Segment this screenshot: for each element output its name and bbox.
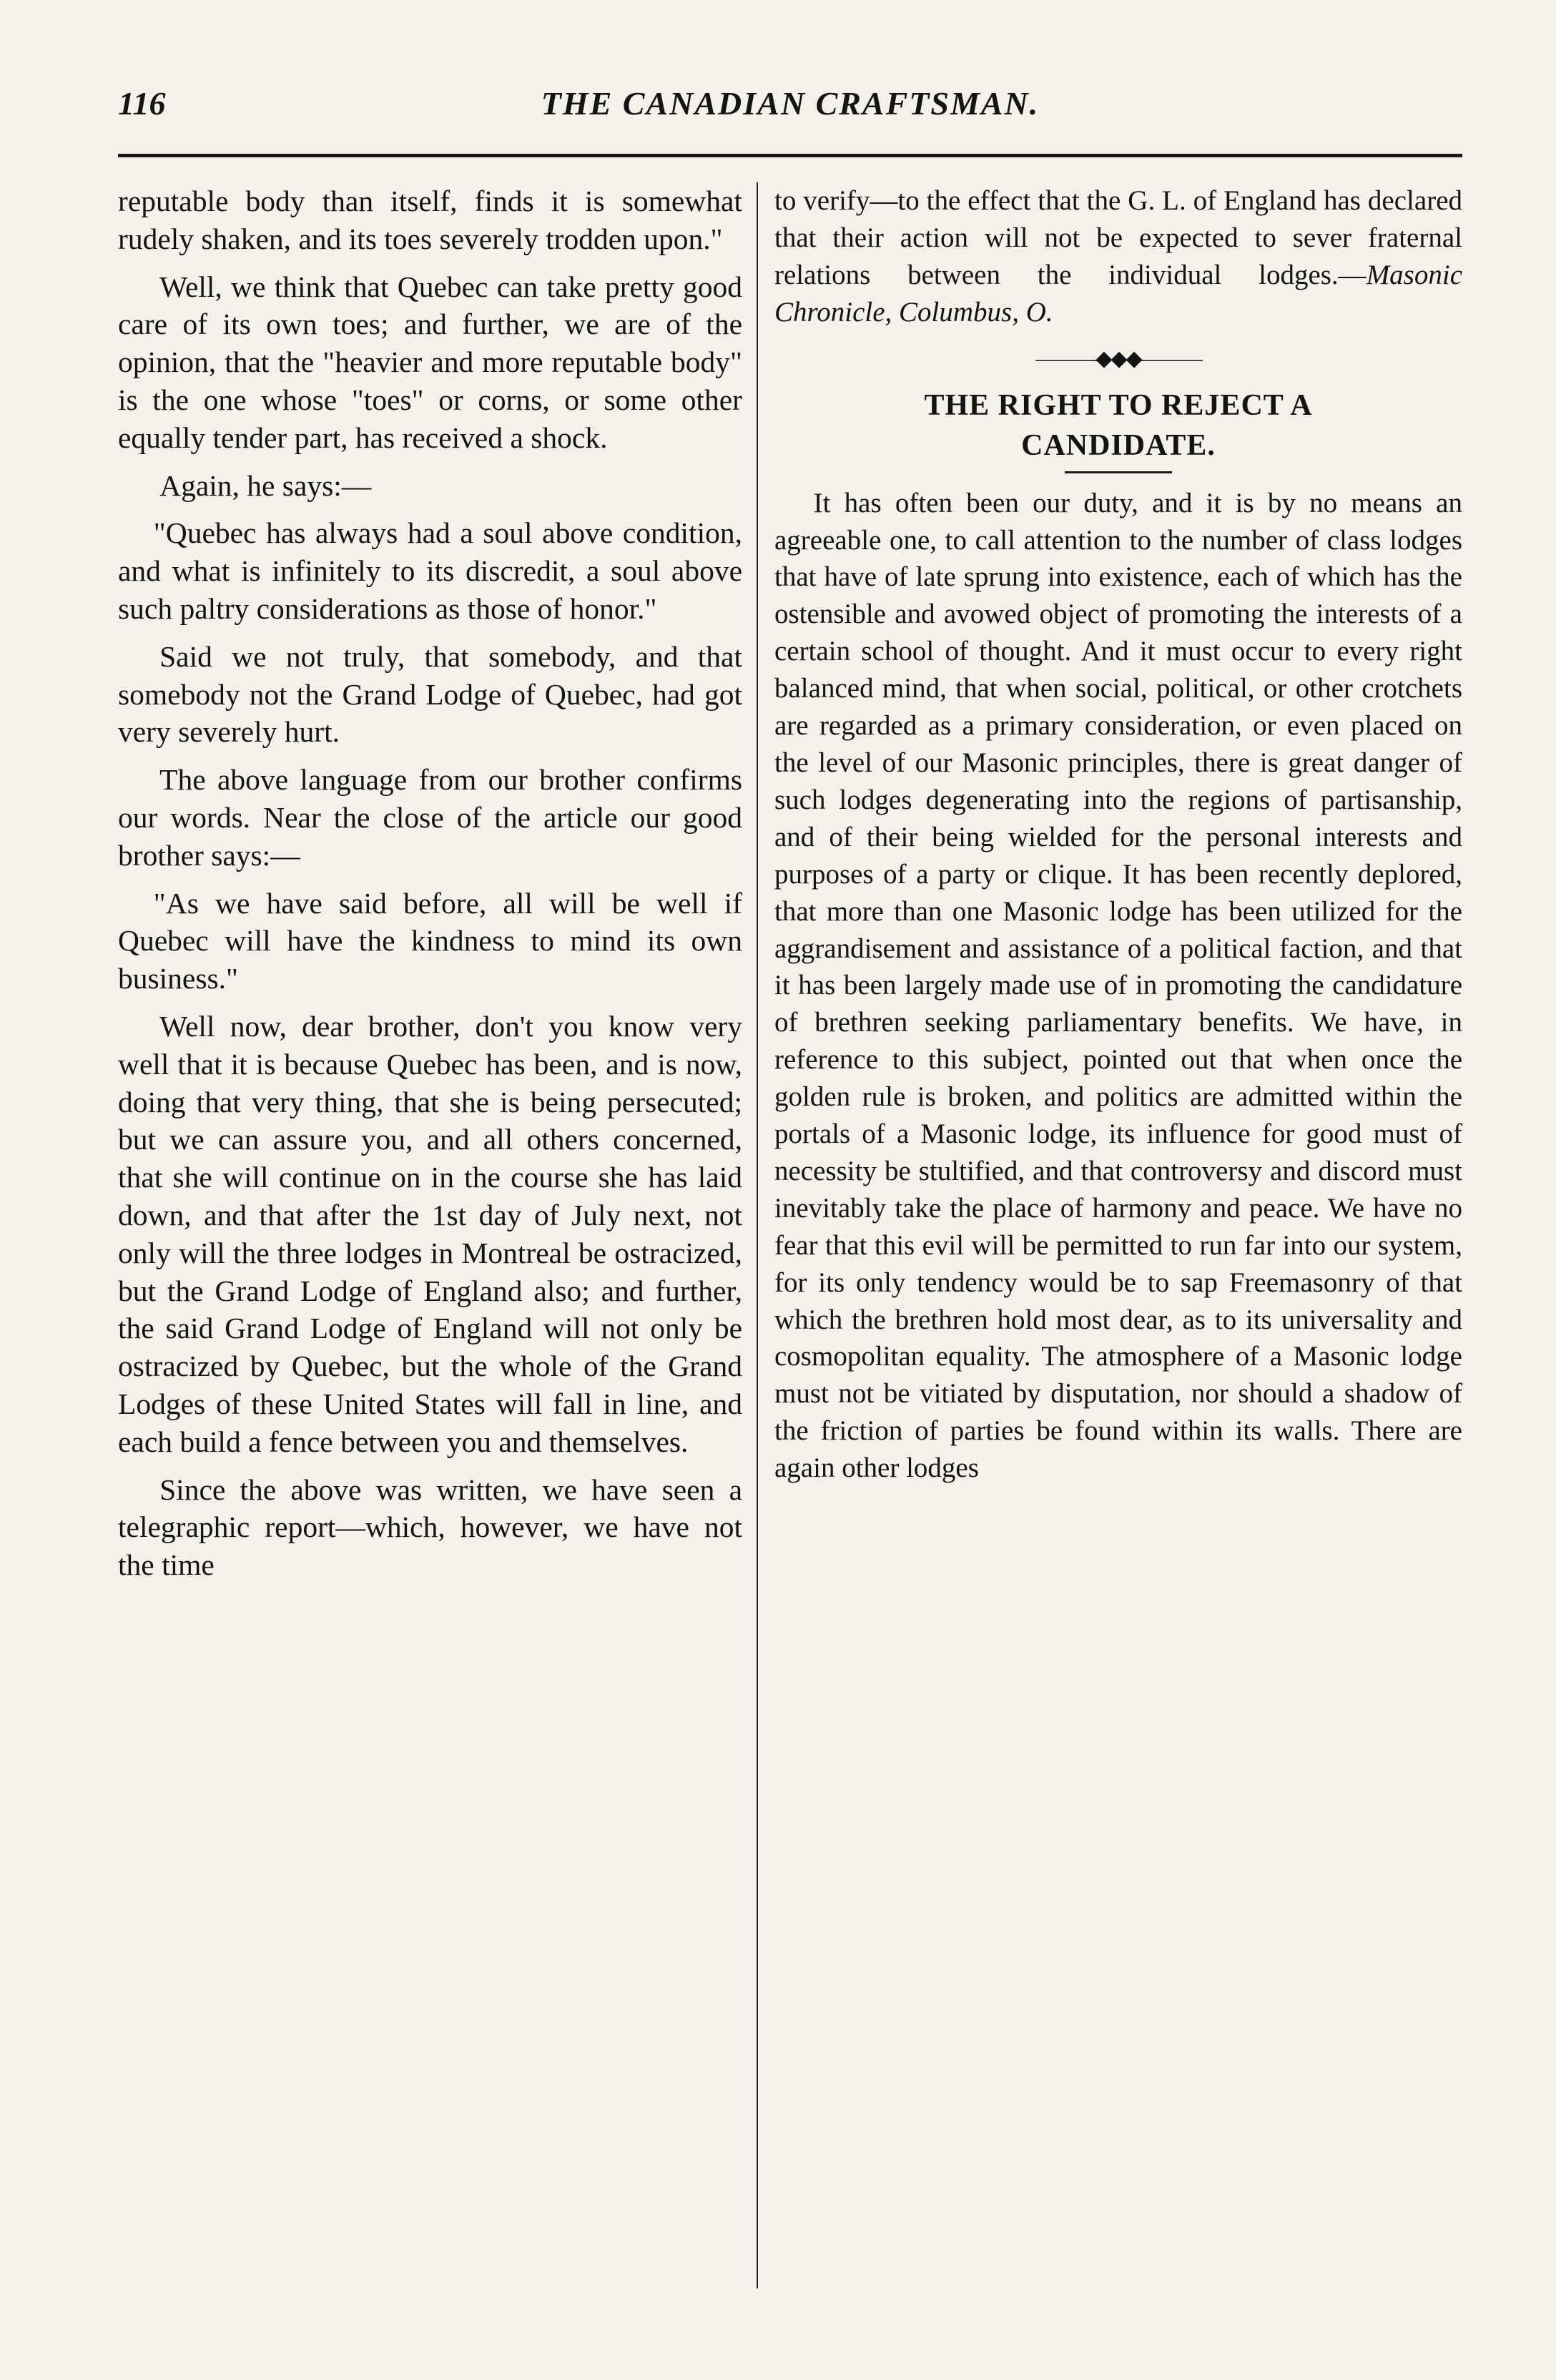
paragraph: Well, we think that Quebec can take pretty good care of its own toes; and further, we are of the opinion, that the "heavier and more reputable body" is the one whose "toes" or corns, or some other equally tender part, has received a shock. [118,270,742,454]
paragraph: Said we not truly, that somebody, and that somebody not the Grand Lodge of Quebec, had got very severely hurt. [118,639,742,749]
continuation-text: to verify—to the effect that the G. L. of England has declared that their action will not be expected to sever fraternal relations between the individual lodges.— [774,185,1462,290]
article-title-line: CANDIDATE. [1021,428,1216,462]
journal-title: THE CANADIAN CRAFTSMAN. [541,85,1040,122]
quotation: "As we have said before, all will be well if Quebec will have the kindness to mind its own business." [118,886,742,995]
title-rule [1065,471,1172,473]
paragraph: The above language from our brother confirms our words. Near the close of the article our good brother says:— [118,763,742,872]
left-column [118,182,742,2288]
right-column [774,182,1462,2288]
source-credit: Masonic Chronicle, Columbus, O. [774,259,1462,328]
running-head [118,84,1462,134]
column-rule [757,182,758,2288]
header-rule [118,154,1462,157]
quotation: "Quebec has always had a soul above condition, and what is infinitely to its discredit, a soul above such paltry considerations as those of honor." [118,516,742,625]
section-ornament: ———◆◆◆——— [1035,346,1201,370]
article-title-line: THE RIGHT TO REJECT A [924,388,1313,422]
paragraph: reputable body than itself, finds it is somewhat rudely shaken, and its toes severely trodden upon." [118,185,742,255]
paragraph: Again, he says:— [159,468,372,502]
continued-paragraph [774,182,1462,331]
paragraph: Well now, dear brother, don't you know very well that it is because Quebec has been, and is now, doing that very thing, that she is being persecuted; but we can assure you, and all others concerned, that she will continue on in the course she has laid down, and that after the 1st day of July next, not only will the three lodges in Montreal be ostracized, but the Grand Lodge of England also; and further, the said Grand Lodge of England will not only be ostracized by Quebec, but the whole of the Grand Lodges of these United States will fall in line, and each build a fence between you and themselves. [118,1009,742,1458]
article-body: It has often been our duty, and it is by no means an agreeable one, to call attention to the number of class lodges that have of late sprung into existence, each of which has the ostensible and avowed object of promoting the interests of a certain school of thought. And it must occur to every right balanced mind, that when social, political, or other crotchets are regarded as a primary consideration, or even placed on the level of our Masonic principles, there is great danger of such lodges degenerating into the regions of partisanship, and of their being wielded for the personal interests and purposes of a party or clique. It has been recently deplored, that more than one Masonic lodge has been utilized for the aggrandisement and assistance of a political faction, and that it has been largely made use of in promoting the candidature of brethren seeking parliamentary benefits. We have, in reference to this subject, pointed out that when once the golden rule is broken, and politics are admitted within the portals of a Masonic lodge, its influence for good must of necessity be stultified, and that controversy and discord must inevitably take the place of harmony and peace. We have no fear that this evil will be permitted to run far into our system, for its only tendency would be to sap Freemasonry of that which the brethren hold most dear, as to its universality and cosmopolitan equality. The atmosphere of a Masonic lodge must not be vitiated by disputation, nor should a shadow of the friction of parties be found within its walls. There are again other lodges [774,487,1462,1484]
paragraph: Since the above was written, we have seen a telegraphic report—which, however, we have not the time [118,1472,742,1582]
page-number: 116 [118,85,166,122]
article-title [774,385,1462,466]
